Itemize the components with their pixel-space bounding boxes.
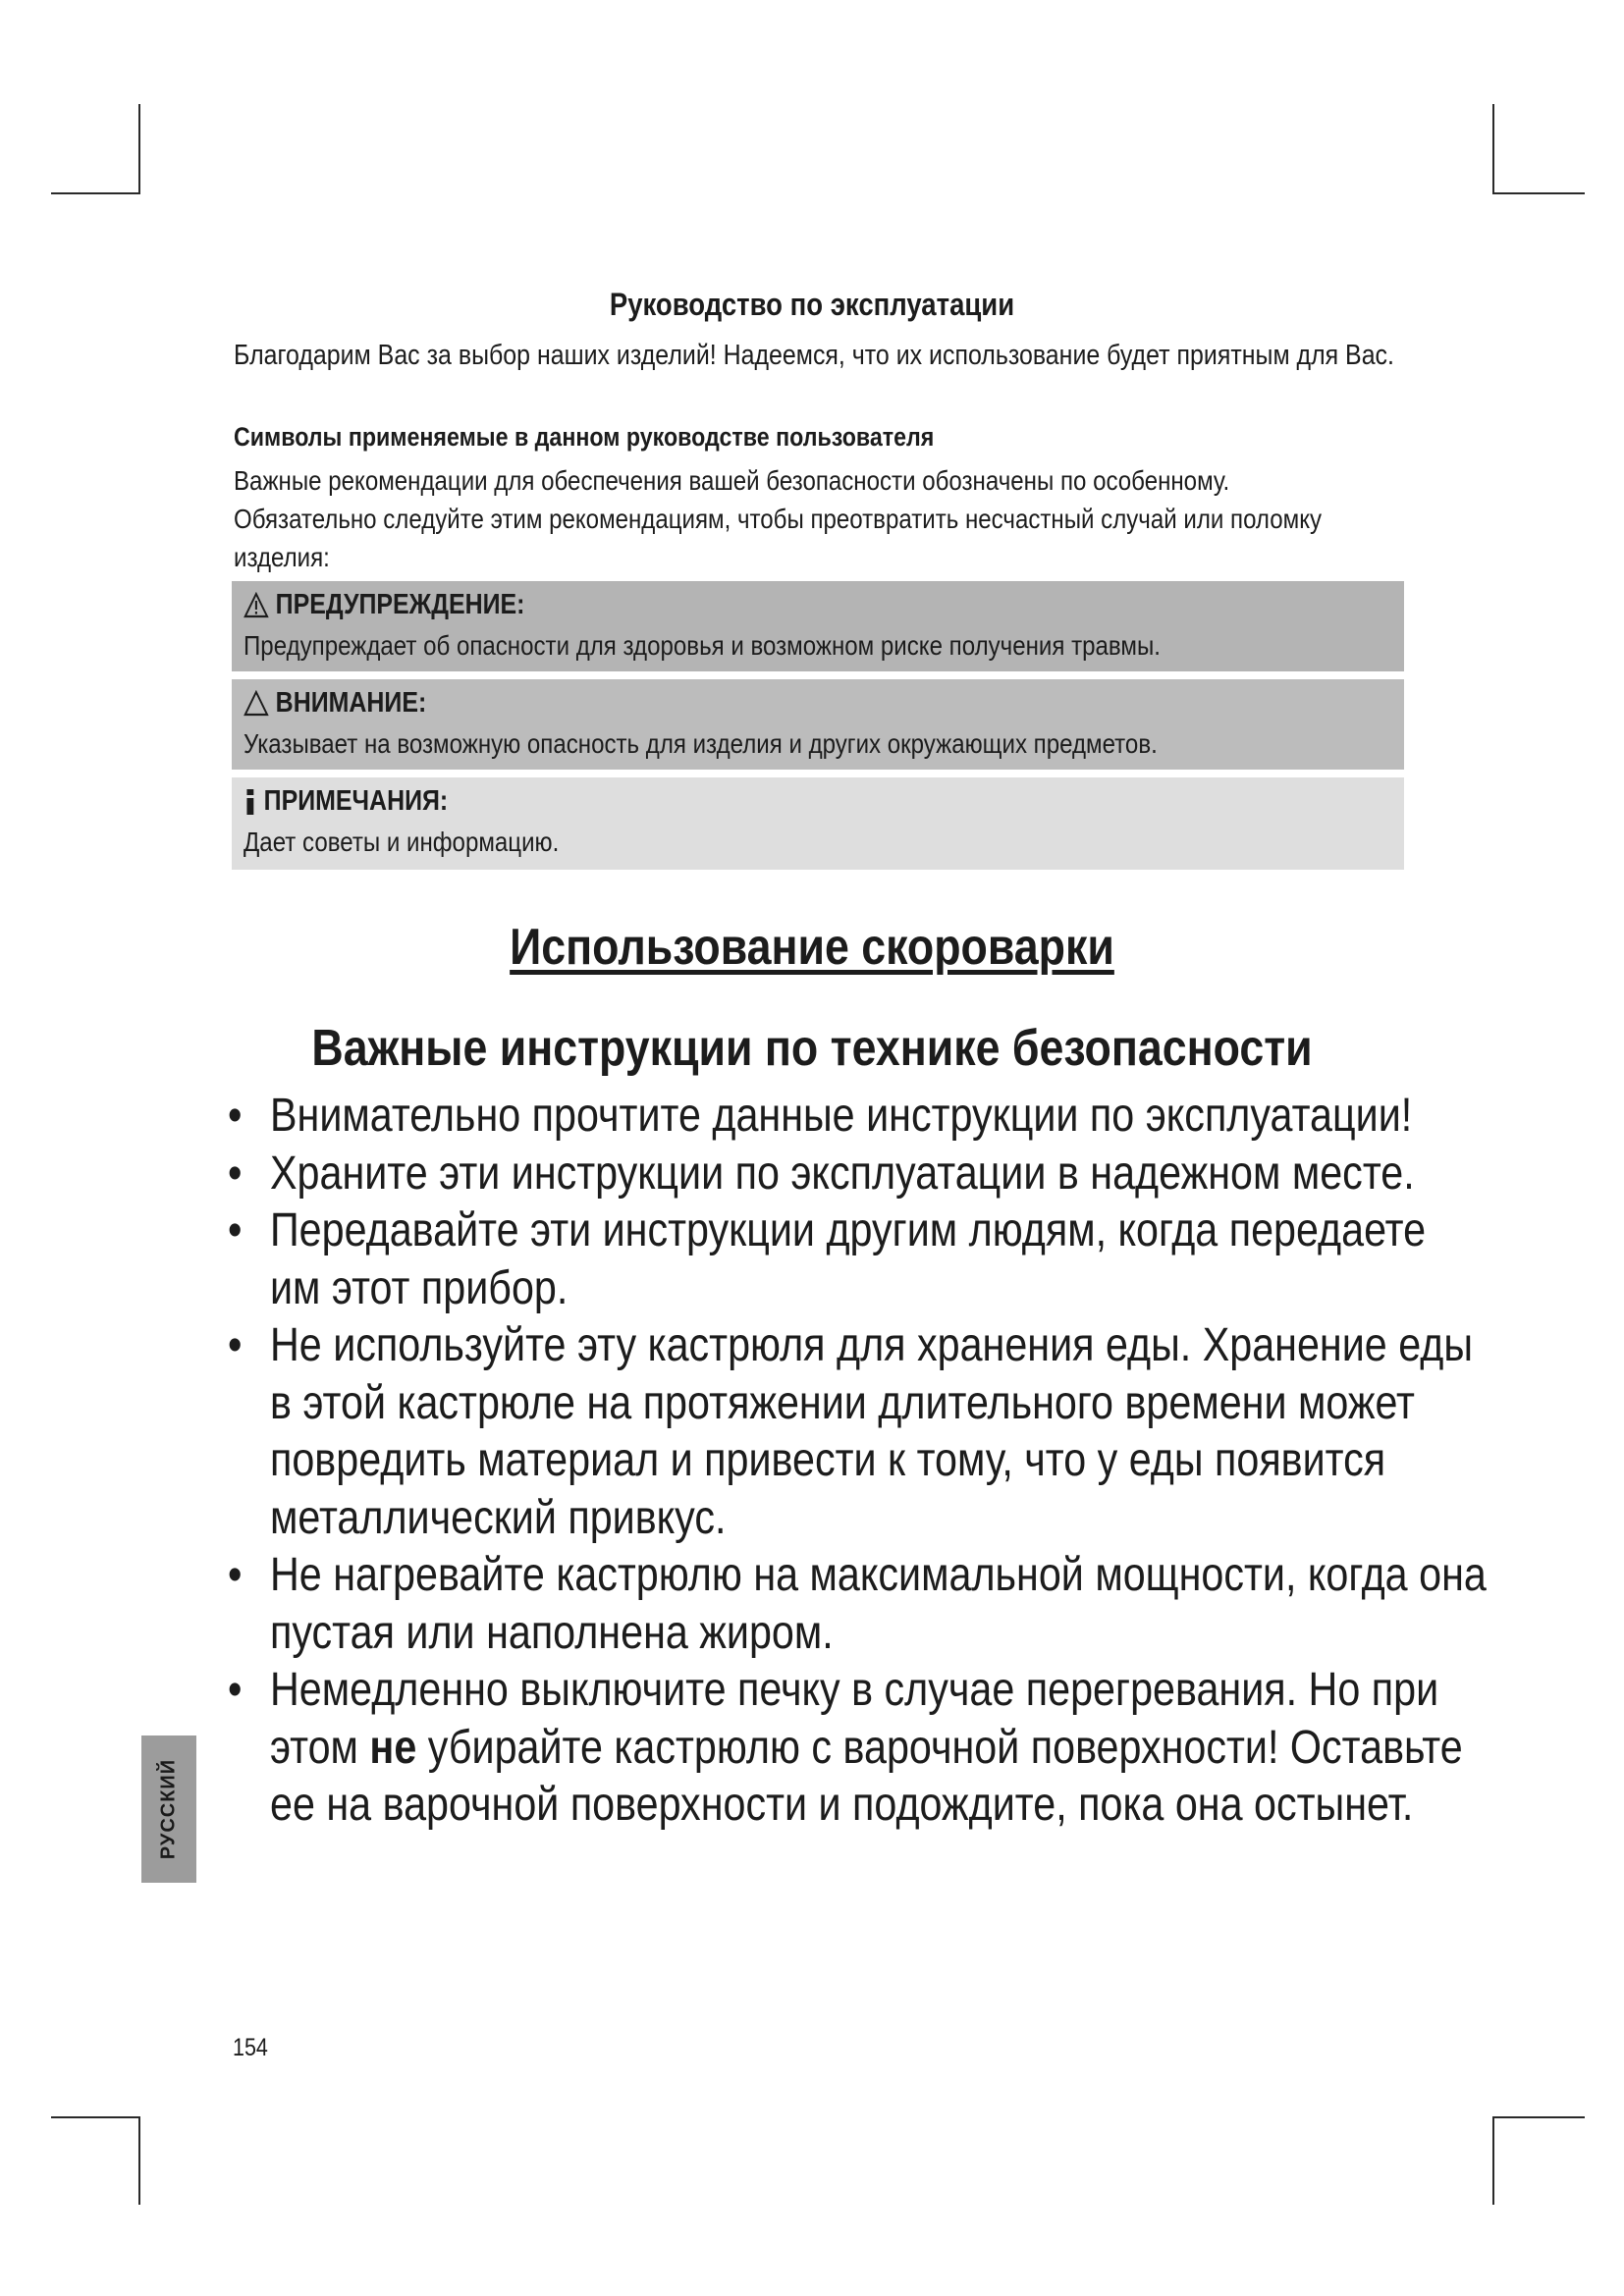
crop-mark [138, 104, 140, 194]
language-tab [141, 1735, 196, 1883]
list-item-line: • Немедленно выключите печку в случае перегревания. Но при [270, 1664, 1439, 1716]
symbols-line: изделия: [234, 542, 330, 572]
crop-mark [1492, 2116, 1585, 2118]
symbols-heading: Символы применяемые в данном руководстве пользователя [234, 422, 935, 452]
crop-mark [1492, 192, 1585, 194]
emphasis-text: не [369, 1721, 417, 1774]
info-icon [244, 788, 257, 816]
symbols-line: Обязательно следуйте этим рекомендациям, чтобы преотвратить несчастный случай или поломку [234, 504, 1323, 534]
caution-text: Указывает на возможную опасность для изделия и других окружающих предметов. [244, 728, 1158, 759]
list-item-line: металлический привкус. [270, 1491, 727, 1544]
list-item [228, 1146, 1487, 1203]
caution-triangle-icon [244, 690, 269, 717]
warning-label: ПРЕДУПРЕЖДЕНИЕ: [275, 589, 525, 620]
caution-box [232, 679, 1404, 770]
list-item-line: пустая или наполнена жиром. [270, 1606, 834, 1659]
warning-triangle-icon [244, 592, 269, 618]
list-item [228, 1547, 1487, 1662]
caution-header [244, 687, 426, 720]
list-item-line: им этот прибор. [270, 1261, 568, 1314]
list-item-text: этом [270, 1721, 370, 1774]
note-header [244, 785, 448, 818]
symbols-line: Важные рекомендации для обеспечения вашей безопасности обозначены по особенному. [234, 465, 1230, 496]
warning-text: Предупреждает об опасности для здоровья и возможном риске получения травмы. [244, 630, 1161, 661]
crop-mark [51, 2116, 140, 2118]
section-subtitle: Важные инструкции по технике безопасности [311, 1020, 1313, 1077]
intro-text: Благодарим Вас за выбор наших изделий! Надеемся, что их использование будет приятным для Вас. [234, 340, 1394, 371]
list-item-line: • Не используйте эту кастрюля для хранения еды. Хранение еды [270, 1319, 1474, 1371]
crop-mark [51, 192, 140, 194]
note-box [232, 777, 1404, 870]
list-item-line: повредить материал и привести к тому, что у еды появится [270, 1434, 1386, 1486]
list-item [228, 1202, 1487, 1317]
list-item-line: • Храните эти инструкции по эксплуатации в надежном месте. [270, 1147, 1415, 1200]
list-item [228, 1317, 1487, 1547]
page-number: 154 [233, 2034, 268, 2061]
list-item [228, 1662, 1487, 1835]
list-item-line: в этой кастрюле на протяжении длительного времени может [270, 1376, 1415, 1429]
section-title: Использование скороварки [510, 919, 1114, 976]
page-title: Руководство по эксплуатации [609, 287, 1015, 322]
crop-mark [1492, 104, 1494, 194]
list-item-line: • Внимательно прочтите данные инструкции по эксплуатации! [270, 1090, 1413, 1142]
warning-header [244, 589, 524, 621]
crop-mark [138, 2116, 140, 2205]
list-item-line [270, 1720, 1487, 1778]
note-text: Дает советы и информацию. [244, 827, 560, 857]
caution-label: ВНИМАНИЕ: [275, 687, 427, 719]
list-item-line: ее на варочной поверхности и подождите, пока она остынет. [270, 1779, 1414, 1831]
safety-instructions-list [228, 1088, 1487, 1835]
note-label: ПРИМЕЧАНИЯ: [263, 785, 449, 817]
crop-mark [1492, 2116, 1494, 2205]
list-item [228, 1088, 1487, 1146]
list-item-line: • Передавайте эти инструкции другим людям, когда передаете [270, 1204, 1427, 1256]
list-item-line: • Не нагревайте кастрюлю на максимальной мощности, когда она [270, 1549, 1487, 1601]
list-item-text: убирайте кастрюлю с варочной поверхности! Оставьте [416, 1721, 1463, 1774]
language-label: РУССКИЙ [157, 1758, 180, 1860]
warning-box [232, 581, 1404, 671]
